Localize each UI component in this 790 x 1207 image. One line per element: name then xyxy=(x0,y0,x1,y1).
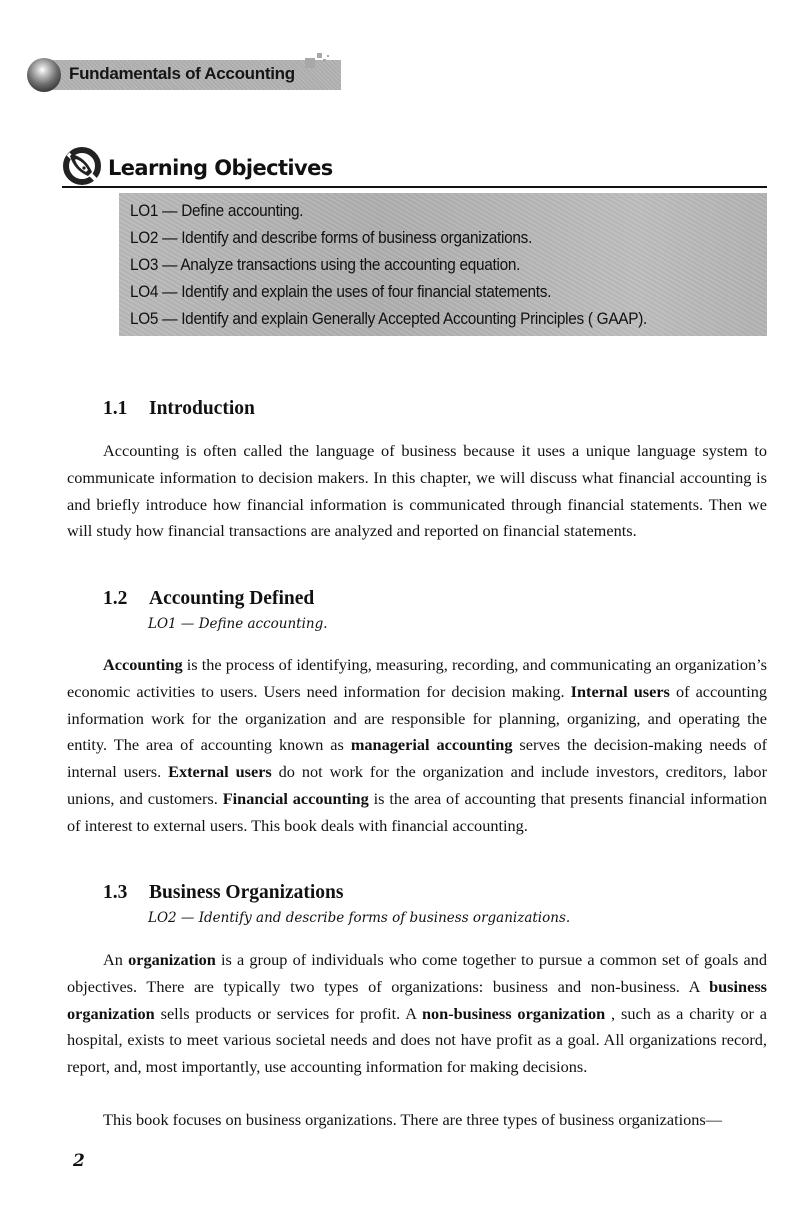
key-term: managerial accounting xyxy=(350,735,513,755)
header-decoration-dot xyxy=(327,55,329,57)
key-term: business organization xyxy=(67,976,767,1023)
learning-objectives-title: Learning Objectives xyxy=(108,156,333,180)
key-term: Internal users xyxy=(570,681,670,701)
learning-objectives-list xyxy=(119,193,767,333)
section-number: 1.2 xyxy=(103,588,128,609)
learning-objective-reference: LO1 — Define accounting. xyxy=(148,616,328,632)
paragraph xyxy=(67,652,767,840)
paragraph xyxy=(67,438,767,545)
text-run: is the process of identifying, measuring, recording, and communicating an organization’s economic activities to users. Users need information for decision making. xyxy=(67,655,767,701)
key-term: organization xyxy=(128,950,216,969)
key-term: Financial accounting xyxy=(222,788,369,808)
header-decoration-dot xyxy=(323,59,326,62)
text-run: Accounting is often called the language of business because it uses a unique language system to communicate information to decision makers. In this chapter, we will discuss what financial accounting is and briefly introduce how financial information is communicated through financial statements. Then we will study how financial transactions are analyzed and reported on financial statements. xyxy=(67,441,767,541)
text-run: of accounting information work for the organization and are responsible for planning, organizing, and operating the entity. The area of accounting known as xyxy=(67,681,767,755)
learning-objective-item: LO2 — Identify and describe forms of business organizations. xyxy=(130,229,533,247)
learning-objective-item: LO5 — Identify and explain Generally Accepted Accounting Principles ( GAAP). xyxy=(130,310,648,328)
learning-objectives-heading xyxy=(62,146,767,188)
text-run: is the area of accounting that presents financial information of interest to external users. This book deals with financial accounting. xyxy=(67,788,768,835)
section-number: 1.1 xyxy=(103,398,128,419)
section-heading-accounting-defined xyxy=(103,588,314,610)
header-decoration-square xyxy=(305,58,315,68)
learning-objective-reference: LO2 — Identify and describe forms of business organizations. xyxy=(148,910,571,926)
text-run: do not work for the organization and include investors, creditors, labor unions, and customers. xyxy=(67,762,767,808)
key-term: Accounting xyxy=(103,655,183,674)
compass-pen-icon xyxy=(62,146,102,186)
section-title: Introduction xyxy=(149,398,255,419)
header-decoration-dot xyxy=(317,53,322,58)
text-run: , such as a charity or a hospital, exists to meet various societal needs and does not have profit as a goal. All organizations record, report, and, most importantly, use accounting information for making decisions. xyxy=(67,1003,768,1077)
section-heading-introduction xyxy=(103,398,255,420)
sphere-bullet-icon xyxy=(27,58,61,92)
learning-objective-item: LO1 — Define accounting. xyxy=(130,202,304,220)
text-run: serves the decision-making needs of internal users. xyxy=(67,735,768,782)
paragraph xyxy=(67,1107,767,1134)
section-title: Accounting Defined xyxy=(149,588,315,609)
paragraph xyxy=(67,947,767,1081)
learning-objective-item: LO3 — Analyze transactions using the accounting equation. xyxy=(130,256,521,274)
text-run: sells products or services for profit. A xyxy=(154,1003,422,1023)
running-header xyxy=(27,58,319,92)
page-number: 2 xyxy=(73,1151,85,1171)
section-title: Business Organizations xyxy=(149,882,344,903)
section-number: 1.3 xyxy=(103,882,128,903)
text-run: This book focuses on business organizations. There are three types of business organizations— xyxy=(103,1110,723,1129)
running-header-title: Fundamentals of Accounting xyxy=(69,64,295,83)
key-term: External users xyxy=(168,762,272,782)
text-run: is a group of individuals who come together to pursue a common set of goals and objectives. There are typically two types of organizations: business and non-business. A xyxy=(67,950,767,996)
section-heading-business-organizations xyxy=(103,882,344,904)
learning-objective-item: LO4 — Identify and explain the uses of four financial statements. xyxy=(130,283,552,301)
key-term: non-business organization xyxy=(421,1003,606,1023)
learning-objectives-box xyxy=(119,193,767,336)
text-run: An xyxy=(103,950,129,969)
